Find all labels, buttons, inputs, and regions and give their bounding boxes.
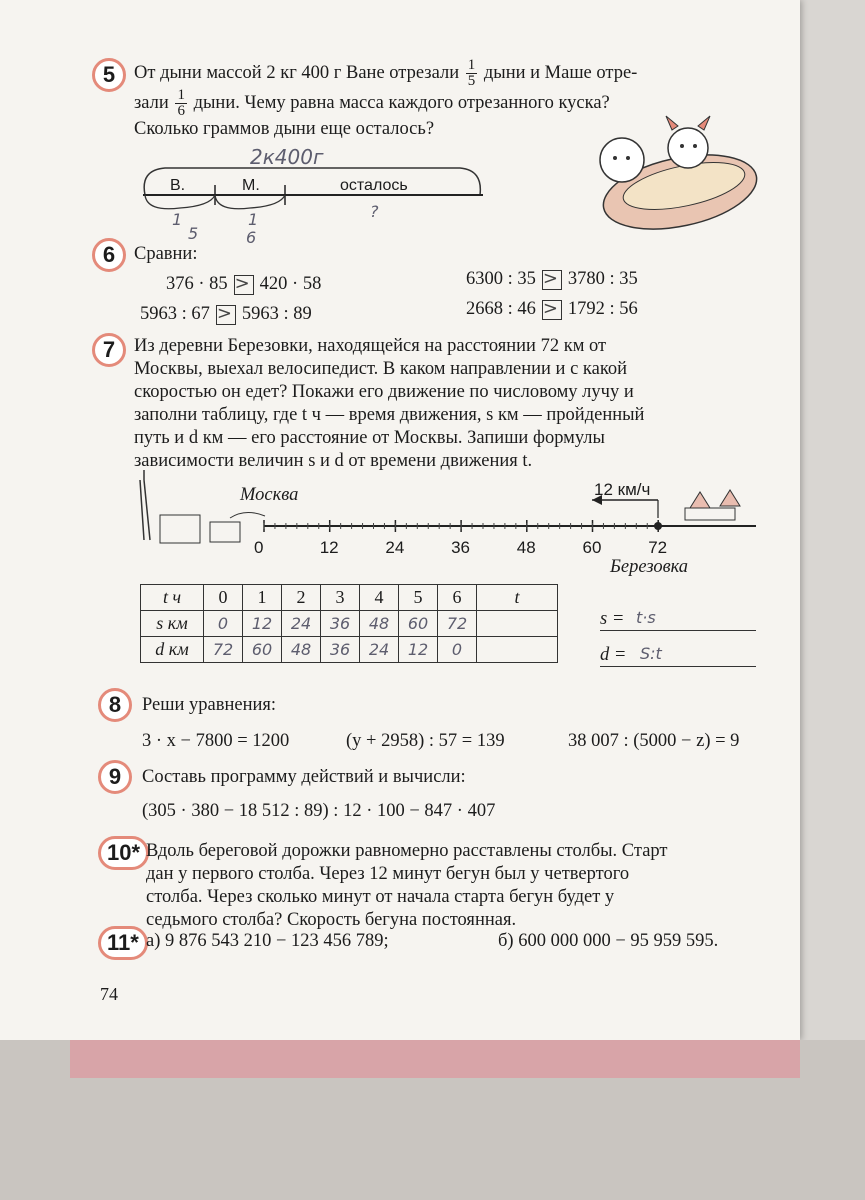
compare-sign: >	[234, 272, 250, 294]
header-cell: 0	[204, 585, 243, 611]
ex7-line-1: Из деревни Березовки, находящейся на расстоянии 72 км от	[134, 336, 607, 356]
handwritten-m-den: 6	[246, 228, 257, 247]
children-melon-illustration	[580, 112, 760, 242]
ex7-line-4: заполни таблицу, где t ч — время движения, s км — пройденный	[134, 405, 645, 425]
table-cell[interactable]: 12	[243, 611, 282, 637]
frac-num: 1	[177, 87, 185, 103]
table-cell[interactable]: 72	[438, 611, 477, 637]
equation-3: 38 007 : (5000 − z) = 9	[568, 731, 740, 751]
ex5-line3: Сколько граммов дыни еще осталось?	[134, 119, 435, 139]
compare-right: 420 · 58	[259, 274, 322, 294]
label-moscow: Москва	[240, 485, 299, 505]
ex5-text-c: зали	[134, 92, 169, 113]
tick-label: 12	[319, 538, 339, 557]
ex10-line-2: дан у первого столба. Через 12 минут бегун был у четвертого	[146, 864, 630, 884]
header-cell: t	[477, 585, 558, 611]
table-cell[interactable]: 36	[321, 611, 360, 637]
ex9-expression: (305 · 380 − 18 512 : 89) : 12 · 100 − 847 · 407	[142, 801, 496, 821]
ex5-line2	[134, 88, 610, 119]
compare-left: 6300 : 35	[466, 269, 536, 289]
exercise-number-7: 7	[92, 333, 126, 367]
formula-d-line[interactable]	[600, 666, 756, 667]
ex10-line-3: столба. Через сколько минут от начала старта бегун будет у	[146, 887, 615, 907]
ex6-title: Сравни:	[134, 244, 198, 264]
tick-label: 0	[254, 538, 264, 557]
ex7-line-5: путь и d км — его расстояние от Москвы. Запиши формулы	[134, 428, 605, 448]
table-cell[interactable]: 36	[321, 637, 360, 663]
compare-right: 5963 : 89	[241, 304, 312, 324]
ex10-line-4: седьмого столба? Скорость бегуна постоянная.	[146, 910, 517, 930]
brace-m	[215, 195, 285, 209]
equation-2: (y + 2958) : 57 = 139	[346, 731, 505, 751]
tick-label: 72	[648, 538, 668, 557]
village-trees-icon	[690, 490, 740, 508]
ex5-text-b: дыни и Маше отре-	[483, 62, 638, 83]
label-remaining: осталось	[340, 177, 408, 194]
table-cell[interactable]: 48	[282, 637, 321, 663]
brace-v	[145, 195, 215, 209]
table-row-d	[141, 637, 558, 663]
exercise-number-11: 11*	[98, 926, 148, 960]
ex11-a: а) 9 876 543 210 − 123 456 789;	[146, 931, 389, 951]
table-cell[interactable]: 12	[399, 637, 438, 663]
compare-box[interactable]	[542, 267, 562, 290]
compare-row-1	[166, 273, 321, 296]
table-cell[interactable]: 60	[399, 611, 438, 637]
formula-d-label: d =	[600, 645, 627, 665]
compare-left: 2668 : 46	[466, 299, 536, 319]
handwritten-v-num: 1	[172, 210, 183, 229]
motion-table	[140, 584, 558, 663]
handwritten-m-num: 1	[248, 210, 259, 229]
fraction-one-fifth	[466, 58, 478, 89]
compare-sign: >	[542, 267, 558, 289]
header-cell: 5	[399, 585, 438, 611]
compare-left: 5963 : 67	[140, 304, 210, 324]
tick-label: 24	[385, 538, 405, 557]
ex7-line-3: скоростью он едет? Покажи его движение по числовому лучу и	[134, 382, 634, 402]
equation-1: 3 · x − 7800 = 1200	[142, 731, 290, 751]
ex5-text-d: дыни. Чему равна масса каждого отрезанного куска?	[193, 92, 610, 113]
frac-num: 1	[467, 57, 476, 73]
table-cell[interactable]: 72	[204, 637, 243, 663]
total-brace	[144, 168, 480, 195]
header-t: t ч	[141, 585, 204, 611]
compare-right: 1792 : 56	[567, 299, 638, 319]
formula-s-label: s =	[600, 609, 625, 629]
compare-row-2	[140, 303, 312, 326]
table-cell[interactable]: 60	[243, 637, 282, 663]
row-label-d: d км	[141, 637, 204, 663]
table-cell[interactable]: 0	[438, 637, 477, 663]
compare-box[interactable]	[234, 272, 254, 295]
label-berezovka: Березовка	[610, 557, 689, 577]
page-number: 74	[100, 984, 118, 1004]
handwritten-formula-s: t·s	[636, 608, 656, 627]
ex9-title: Составь программу действий и вычисли:	[142, 767, 466, 787]
frac-den: 5	[467, 73, 476, 89]
exercise-number-5: 5	[92, 58, 126, 92]
building-icon	[210, 522, 240, 542]
table-row-s	[141, 611, 558, 637]
page-edge-strip	[70, 1040, 800, 1078]
header-cell: 4	[360, 585, 399, 611]
cloud-icon	[230, 512, 265, 518]
ex8-title: Реши уравнения:	[142, 695, 277, 715]
exercise-number-9: 9	[98, 760, 132, 794]
compare-box[interactable]	[542, 297, 562, 320]
exercise-number-10: 10*	[98, 836, 149, 870]
tick-label: 48	[516, 538, 536, 557]
compare-left: 376 · 85	[166, 274, 228, 294]
header-cell: 2	[282, 585, 321, 611]
ex7-line-2: Москвы, выехал велосипедист. В каком направлении и с какой	[134, 359, 628, 379]
table-row	[141, 585, 558, 611]
header-cell: 1	[243, 585, 282, 611]
handwritten-question: ?	[370, 202, 379, 221]
handwritten-total: 2к400г	[250, 145, 324, 169]
compare-right: 3780 : 35	[567, 269, 638, 289]
table-cell[interactable]: 0	[204, 611, 243, 637]
fraction-one-sixth	[175, 88, 187, 119]
speed-label: 12 км/ч	[594, 480, 651, 499]
compare-row-3	[466, 268, 638, 291]
ex5-text-a: От дыни массой 2 кг 400 г Ване отрезали	[134, 62, 460, 83]
village-house-icon	[685, 508, 735, 520]
city-icon	[160, 515, 200, 543]
compare-row-4	[466, 298, 638, 321]
table-cell[interactable]: 48	[360, 611, 399, 637]
ex5-line1	[134, 58, 637, 89]
tick-label: 36	[451, 538, 471, 557]
table-cell[interactable]	[477, 637, 558, 663]
label-m: М.	[242, 177, 260, 194]
ex7-line-6: зависимости величин s и d от времени движения t.	[134, 451, 533, 471]
label-v: В.	[170, 177, 186, 194]
header-cell: 6	[438, 585, 477, 611]
number-ray	[130, 460, 770, 550]
handwritten-formula-d: S:t	[640, 644, 662, 663]
table-cell[interactable]: 24	[282, 611, 321, 637]
table-cell[interactable]: 24	[360, 637, 399, 663]
ex10-line-1: Вдоль береговой дорожки равномерно расставлены столбы. Старт	[146, 841, 668, 861]
table-cell[interactable]	[477, 611, 558, 637]
compare-box[interactable]	[216, 302, 236, 325]
frac-den: 6	[177, 103, 185, 119]
berezovka-point	[654, 522, 662, 530]
exercise-number-6: 6	[92, 238, 126, 272]
header-cell: 3	[321, 585, 360, 611]
compare-sign: >	[542, 297, 558, 319]
ex11-b: б) 600 000 000 − 95 959 595.	[498, 931, 719, 951]
compare-sign: >	[216, 302, 232, 324]
exercise-number-8: 8	[98, 688, 132, 722]
formula-s-line[interactable]	[600, 630, 756, 631]
handwritten-v-den: 5	[188, 224, 199, 243]
row-label-s: s км	[141, 611, 204, 637]
tower-icon	[140, 470, 150, 540]
tick-label: 60	[582, 538, 602, 557]
